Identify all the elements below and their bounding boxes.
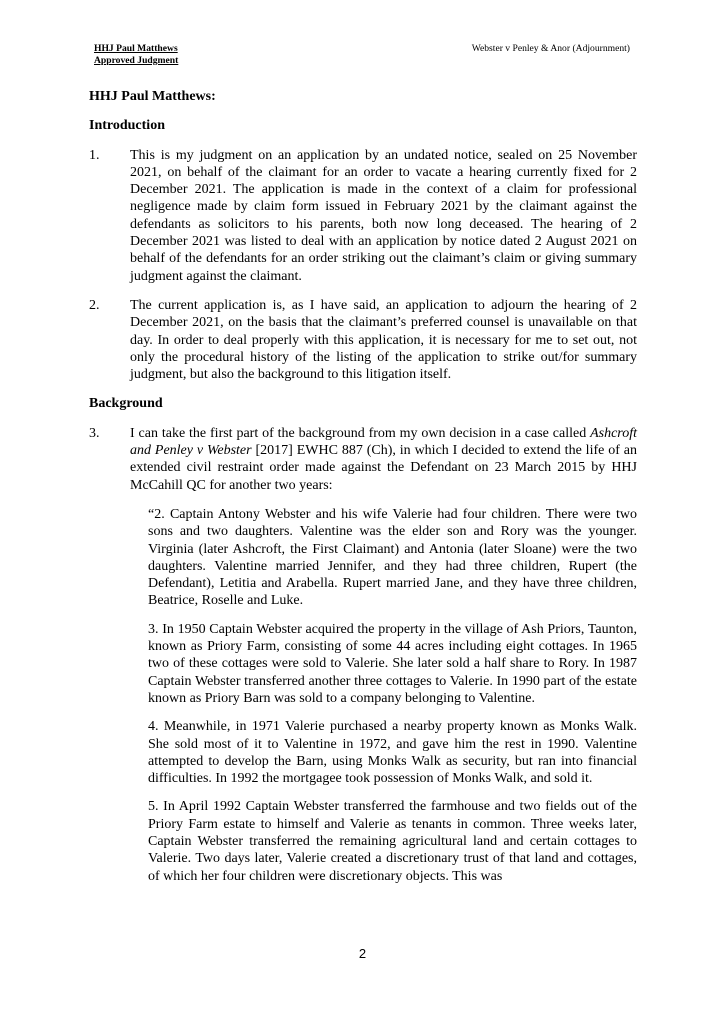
paragraph-text: This is my judgment on an application by an undated notice, sealed on 25 November 2021, on behalf of the claimant for an order to vacate a hearing currently fixed for 2 December 2021. The application is made in the context of a claim for professional negligence made by claim form issued in February 2021 by the claimant against the defendants as solicitors to his parents, both now long deceased. The hearing of 2 December 2021 was listed to deal with an application by notice dated 2 August 2021 on behalf of the defendants for an order striking out the claimant’s claim or giving summary judgment against the claimant. [130,147,637,284]
paragraph-text-post: [2017] EWHC 887 (Ch), in which I decided to extend the life of an extended civil restraint order made against the Defendant on 23 March 2015 by HHJ McCahill QC for another two years: [130,443,638,493]
introduction-heading: Introduction [89,118,165,134]
paragraph-number: 3. [89,425,100,441]
header-case-title: Webster v Penley & Anor (Adjournment) [471,43,630,54]
quote-paragraph-5: 5. In April 1992 Captain Webster transferred the farmhouse and two fields out of the Priory Farm estate to himself and Valerie as tenants in common. Three weeks later, Captain Webster transferred the remaining agricultural land and certain cottages to Valerie. Two days later, Valerie created a discretionary trust of that land and cottages, of which her four children were discretionary objects. This was [148,799,637,884]
header-judge: HHJ Paul Matthews [94,43,178,54]
judgment-body [89,88,637,896]
paragraph-text: The current application is, as I have said, an application to adjourn the hearing of 2 December 2021, on the basis that the claimant’s preferred counsel is unavailable on that day. In order to deal properly with this application, it is necessary for me to set out, not only the procedural history of the listing of the application to strike out/for summary judgment, but also the background to this litigation itself. [130,297,637,383]
quote-paragraph-3: 3. In 1950 Captain Webster acquired the property in the village of Ash Priors, Taunton, known as Priory Farm, consisting of some 44 acres including eight cottages. In 1965 two of these cottages were sold to Valerie. She later sold a half share to Rory. In 1987 Captain Webster transferred another three cottages to Valerie. In 1990 part of the estate known as Priory Barn was sold to a company belonging to Valentine. [148,621,637,706]
paragraph-2 [89,297,637,383]
judge-heading: HHJ Paul Matthews: [89,89,216,104]
paragraph-3 [89,425,637,494]
paragraph-text-pre: I can take the first part of the background from my own decision in a case called [130,425,591,441]
page-number: 2 [358,946,367,961]
paragraph-number: 2. [89,297,100,313]
quote-paragraph-4: 4. Meanwhile, in 1971 Valerie purchased a nearby property known as Monks Walk. She sold most of it to Valentine in 1972, and gave him the rest in 1990. Valentine attempted to develop the Barn, using Monks Walk as security, but ran into financial difficulties. In 1992 the mortgagee took possession of Monks Walk, and sold it. [148,719,637,787]
paragraph-number: 1. [89,147,100,163]
header-status: Approved Judgment [94,55,179,66]
quote-paragraph-2: “2. Captain Antony Webster and his wife Valerie had four children. There were two sons and two daughters. Valentine was the elder son and Rory was the younger. Virginia (later Ashcroft, the First Claimant) and Antonia (later Sloane) were the two daughters. Valentine married Jennifer, and they had three children, Rupert (the Defendant), Letitia and Arabella. Rupert married Jane, and they have three children, Beatrice, Roselle and Luke. [148,506,637,609]
paragraph-text [130,425,637,494]
background-heading: Background [89,396,163,412]
case-citation-name: Ashcroft and Penley v Webster [130,425,637,459]
header-left [94,43,178,67]
paragraph-1 [89,147,637,285]
